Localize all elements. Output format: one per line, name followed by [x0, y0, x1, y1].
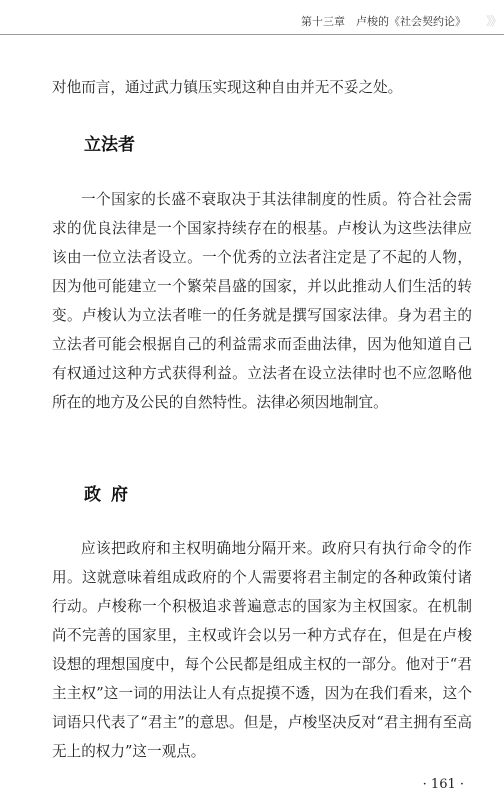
running-header-title: 第十三章 卢梭的《社会契约论》 — [301, 15, 466, 28]
page-number: · 161 · — [422, 777, 464, 792]
paragraph-legislator: 一个国家的长盛不衰取决于其法律制度的性质。符合社会需求的优良法律是一个国家持续存在的根基。卢梭认为这些法律应该由一位立法者设立。一个优秀的立法者注定是了不起的人物，因为他可能建立一个繁荣昌盛的国家，并以此推动人们生活的转变。卢梭认为立法者唯一的任务就是撰写国家法律。身为君主的立法者可能会根据自己的利益需求而歪曲法律，因为他知道自己有权通过这种方式获得利益。立法者在设立法律时也不应忽略他所在的地方及公民的自然特性。法律必须因地制宜。 — [52, 191, 472, 411]
paragraph-opening: 对他而言，通过武力镇压实现这种自由并无不妥之处。 — [52, 79, 403, 96]
chevron-marks-icon: 》》 — [485, 14, 500, 28]
running-header — [0, 8, 504, 35]
paragraph-government: 应该把政府和主权明确地分隔开来。政府只有执行命令的作用。这就意味着组成政府的个人需要将君主制定的各种政策付诸行动。卢梭称一个积极追求普遍意志的国家为主权国家。在机制尚不完善的国家里，主权或许会以另一种方式存在，但是在卢梭设想的理想国度中，每个公民都是组成主权的一部分。他对于“君主主权”这一词的用法让人有点捉摸不透，因为在我们看来，这个词语只代表了“君主”的意思。但是，卢梭坚决反对“君主拥有至高无上的权力”这一观点。 — [52, 540, 472, 760]
section-heading-government: 政府 — [84, 485, 138, 505]
section-heading-legislator: 立法者 — [84, 135, 135, 155]
